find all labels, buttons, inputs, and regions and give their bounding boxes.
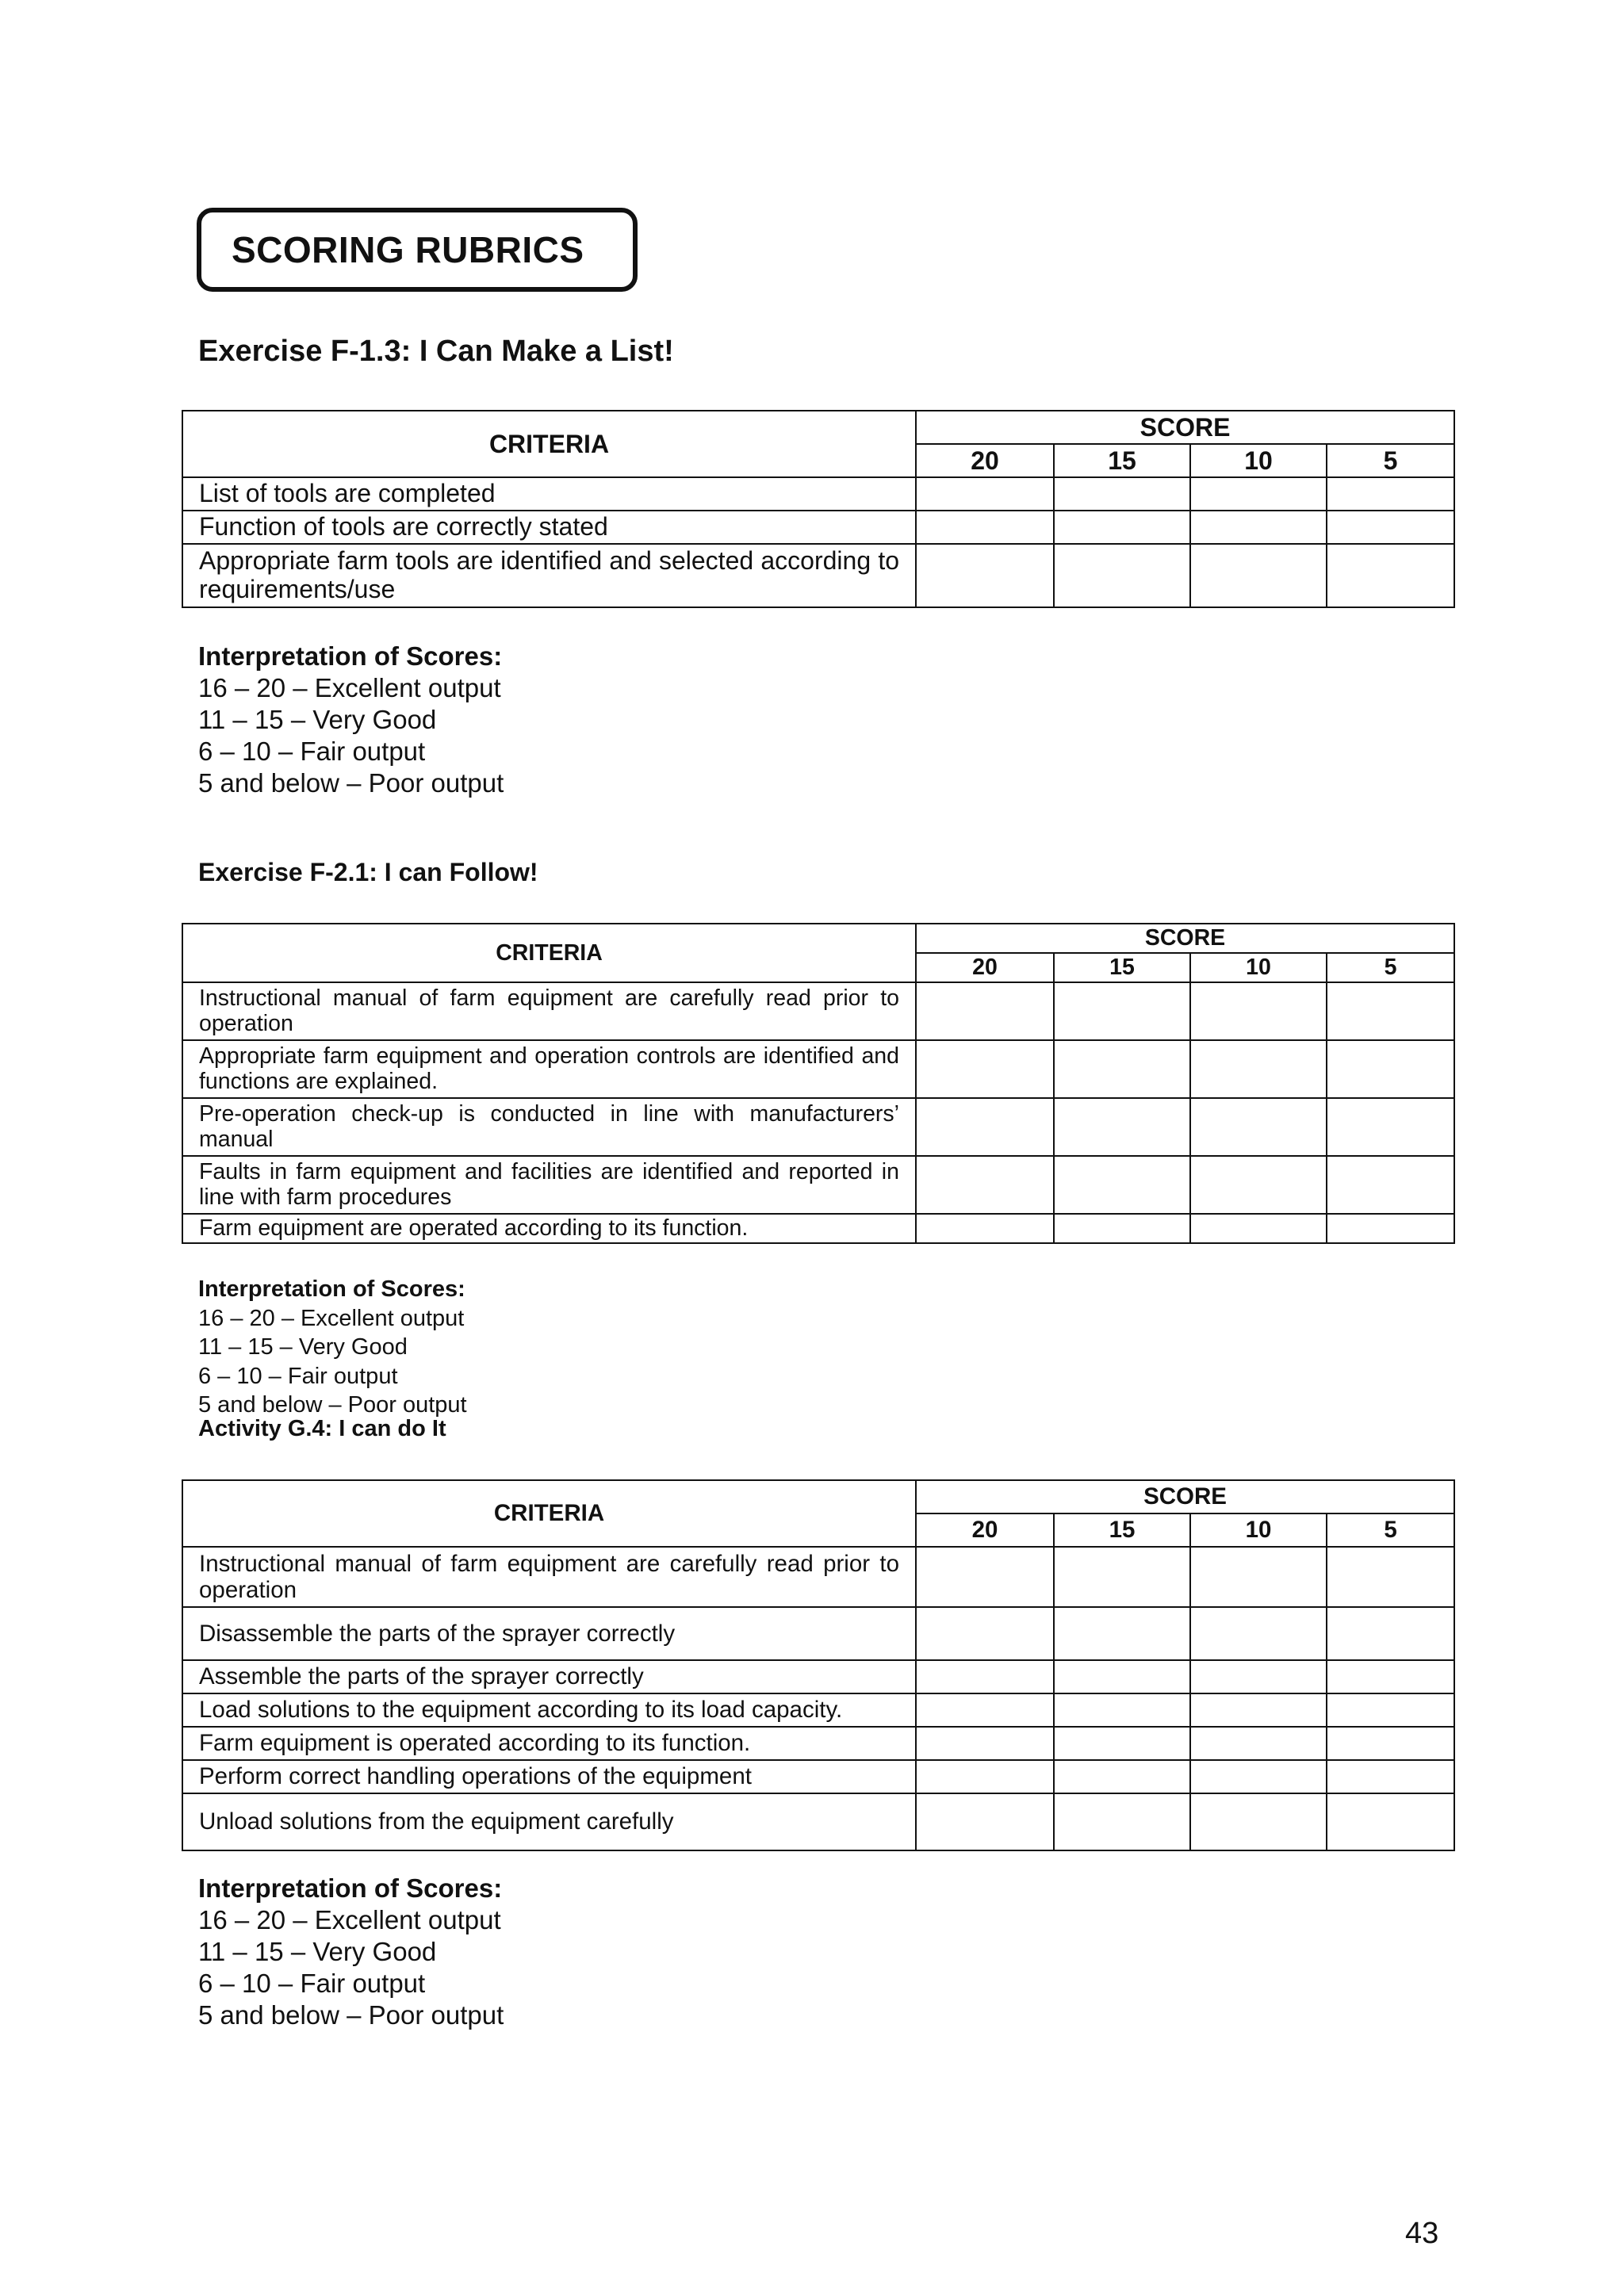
- interpretation-title: Interpretation of Scores:: [198, 641, 503, 671]
- interpretation-line: 5 and below – Poor output: [198, 2000, 504, 2030]
- score-cell[interactable]: [1190, 1098, 1327, 1156]
- page-title: SCORING RUBRICS: [232, 229, 584, 270]
- rubric-table-2: [182, 923, 1455, 1244]
- criteria-header: CRITERIA: [182, 411, 916, 477]
- score-cell[interactable]: [1054, 982, 1190, 1040]
- interpretation-block-1: [198, 641, 504, 799]
- score-col-15: 15: [1054, 444, 1190, 477]
- rubric-table-1: [182, 410, 1455, 608]
- score-cell[interactable]: [1190, 544, 1327, 607]
- score-cell[interactable]: [1327, 1098, 1454, 1156]
- score-cell[interactable]: [916, 1547, 1054, 1607]
- score-cell[interactable]: [916, 1607, 1054, 1660]
- page-title-box: [197, 208, 638, 292]
- criteria-cell: Perform correct handling operations of the equipment: [182, 1760, 916, 1793]
- criteria-cell: Disassemble the parts of the sprayer correctly: [182, 1607, 916, 1660]
- interpretation-line: 16 – 20 – Excellent output: [198, 1305, 465, 1331]
- score-col-20: 20: [916, 444, 1054, 477]
- score-cell[interactable]: [916, 544, 1054, 607]
- interpretation-title: Interpretation of Scores:: [198, 1276, 465, 1302]
- score-cell[interactable]: [1054, 477, 1190, 511]
- interpretation-block-2: [198, 1275, 467, 1420]
- criteria-cell: Appropriate farm tools are identified and selected according to requirements/use: [182, 544, 916, 607]
- score-col-20: 20: [916, 1513, 1054, 1547]
- criteria-cell: Pre-operation check-up is conducted in line with manufacturers’ manual: [182, 1098, 916, 1156]
- score-cell[interactable]: [916, 1660, 1054, 1693]
- score-cell[interactable]: [1190, 1607, 1327, 1660]
- score-cell[interactable]: [1327, 1156, 1454, 1214]
- score-col-15: 15: [1054, 1513, 1190, 1547]
- score-col-5: 5: [1327, 1513, 1454, 1547]
- score-cell[interactable]: [1327, 477, 1454, 511]
- section-1-heading: Exercise F-1.3: I Can Make a List!: [198, 335, 674, 368]
- score-cell[interactable]: [1054, 1793, 1190, 1850]
- score-cell[interactable]: [1190, 1660, 1327, 1693]
- table-row: [182, 1098, 1454, 1156]
- score-cell[interactable]: [916, 1727, 1054, 1760]
- score-cell[interactable]: [916, 1214, 1054, 1243]
- score-cell[interactable]: [1054, 511, 1190, 544]
- score-header: SCORE: [916, 411, 1454, 444]
- criteria-cell: Instructional manual of farm equipment are carefully read prior to operation: [182, 1547, 916, 1607]
- interpretation-line: 5 and below – Poor output: [198, 768, 504, 798]
- criteria-cell: Function of tools are correctly stated: [182, 511, 916, 544]
- section-2-heading: Exercise F-2.1: I can Follow!: [198, 858, 538, 886]
- page-number: 43: [1405, 2217, 1439, 2250]
- criteria-cell: Assemble the parts of the sprayer correctly: [182, 1660, 916, 1693]
- score-cell[interactable]: [1054, 1040, 1190, 1098]
- score-header: SCORE: [916, 1480, 1454, 1513]
- score-cell[interactable]: [1054, 544, 1190, 607]
- score-cell[interactable]: [916, 1156, 1054, 1214]
- interpretation-line: 16 – 20 – Excellent output: [198, 1905, 501, 1934]
- score-cell[interactable]: [1327, 1760, 1454, 1793]
- score-cell[interactable]: [1054, 1214, 1190, 1243]
- criteria-cell: Instructional manual of farm equipment are carefully read prior to operation: [182, 982, 916, 1040]
- score-cell[interactable]: [1327, 1214, 1454, 1243]
- score-cell[interactable]: [916, 982, 1054, 1040]
- score-cell[interactable]: [1327, 1727, 1454, 1760]
- interpretation-title: Interpretation of Scores:: [198, 1873, 503, 1903]
- table-row: [182, 1156, 1454, 1214]
- score-cell[interactable]: [1190, 1693, 1327, 1727]
- criteria-cell: Load solutions to the equipment according to its load capacity.: [182, 1693, 916, 1727]
- criteria-header: CRITERIA: [182, 1480, 916, 1547]
- criteria-cell: Faults in farm equipment and facilities are identified and reported in line with farm procedures: [182, 1156, 916, 1214]
- score-cell[interactable]: [1190, 982, 1327, 1040]
- score-header: SCORE: [916, 924, 1454, 953]
- score-cell[interactable]: [916, 1760, 1054, 1793]
- score-cell[interactable]: [1190, 477, 1327, 511]
- score-cell[interactable]: [1054, 1607, 1190, 1660]
- criteria-cell: Unload solutions from the equipment carefully: [182, 1793, 916, 1850]
- interpretation-line: 11 – 15 – Very Good: [198, 1937, 437, 1966]
- score-col-5: 5: [1327, 953, 1454, 982]
- score-cell[interactable]: [1190, 1040, 1327, 1098]
- score-cell[interactable]: [916, 1693, 1054, 1727]
- table-row: [182, 1660, 1454, 1693]
- score-cell[interactable]: [1327, 1040, 1454, 1098]
- table-row: [182, 1214, 1454, 1243]
- table-row: [182, 1547, 1454, 1607]
- score-col-10: 10: [1190, 444, 1327, 477]
- interpretation-line: 5 and below – Poor output: [198, 1392, 467, 1418]
- score-cell[interactable]: [1054, 1156, 1190, 1214]
- score-col-10: 10: [1190, 1513, 1327, 1547]
- criteria-cell: Farm equipment is operated according to its function.: [182, 1727, 916, 1760]
- score-cell[interactable]: [1190, 1547, 1327, 1607]
- criteria-cell: List of tools are completed: [182, 477, 916, 511]
- table-row: [182, 1727, 1454, 1760]
- score-cell[interactable]: [1054, 1760, 1190, 1793]
- score-cell[interactable]: [1327, 1660, 1454, 1693]
- table-row: [182, 1793, 1454, 1850]
- section-3-heading: Activity G.4: I can do It: [198, 1416, 446, 1441]
- criteria-cell: Appropriate farm equipment and operation controls are identified and functions are explained.: [182, 1040, 916, 1098]
- interpretation-block-3: [198, 1873, 504, 2031]
- rubric-table-3: [182, 1479, 1455, 1851]
- score-cell[interactable]: [1190, 1727, 1327, 1760]
- score-col-5: 5: [1327, 444, 1454, 477]
- score-cell[interactable]: [1327, 1547, 1454, 1607]
- score-cell[interactable]: [1327, 1693, 1454, 1727]
- interpretation-line: 11 – 15 – Very Good: [198, 705, 437, 734]
- score-cell[interactable]: [1327, 1793, 1454, 1850]
- score-cell[interactable]: [1054, 1660, 1190, 1693]
- table-row: [182, 1693, 1454, 1727]
- table-row: [182, 544, 1454, 607]
- score-cell[interactable]: [1327, 1607, 1454, 1660]
- criteria-header: CRITERIA: [182, 924, 916, 982]
- score-cell[interactable]: [916, 511, 1054, 544]
- score-cell[interactable]: [1327, 544, 1454, 607]
- table-row: [182, 1760, 1454, 1793]
- interpretation-line: 6 – 10 – Fair output: [198, 1969, 426, 1998]
- score-col-10: 10: [1190, 953, 1327, 982]
- score-cell[interactable]: [916, 477, 1054, 511]
- interpretation-line: 16 – 20 – Excellent output: [198, 673, 501, 702]
- table-row: [182, 1607, 1454, 1660]
- score-cell[interactable]: [1190, 1156, 1327, 1214]
- score-cell[interactable]: [1327, 982, 1454, 1040]
- score-col-20: 20: [916, 953, 1054, 982]
- score-cell[interactable]: [1190, 1214, 1327, 1243]
- score-cell[interactable]: [1190, 1760, 1327, 1793]
- table-row: [182, 1040, 1454, 1098]
- score-cell[interactable]: [1327, 511, 1454, 544]
- score-col-15: 15: [1054, 953, 1190, 982]
- score-cell[interactable]: [1054, 1693, 1190, 1727]
- table-row: [182, 511, 1454, 544]
- criteria-cell: Farm equipment are operated according to its function.: [182, 1214, 916, 1243]
- score-cell[interactable]: [1054, 1727, 1190, 1760]
- score-cell[interactable]: [1190, 1793, 1327, 1850]
- score-cell[interactable]: [1054, 1547, 1190, 1607]
- score-cell[interactable]: [1054, 1098, 1190, 1156]
- interpretation-line: 6 – 10 – Fair output: [198, 737, 426, 766]
- table-row: [182, 982, 1454, 1040]
- interpretation-line: 11 – 15 – Very Good: [198, 1334, 408, 1360]
- table-row: [182, 477, 1454, 511]
- score-cell[interactable]: [916, 1793, 1054, 1850]
- score-cell[interactable]: [916, 1040, 1054, 1098]
- interpretation-line: 6 – 10 – Fair output: [198, 1363, 398, 1389]
- score-cell[interactable]: [916, 1098, 1054, 1156]
- score-cell[interactable]: [1190, 511, 1327, 544]
